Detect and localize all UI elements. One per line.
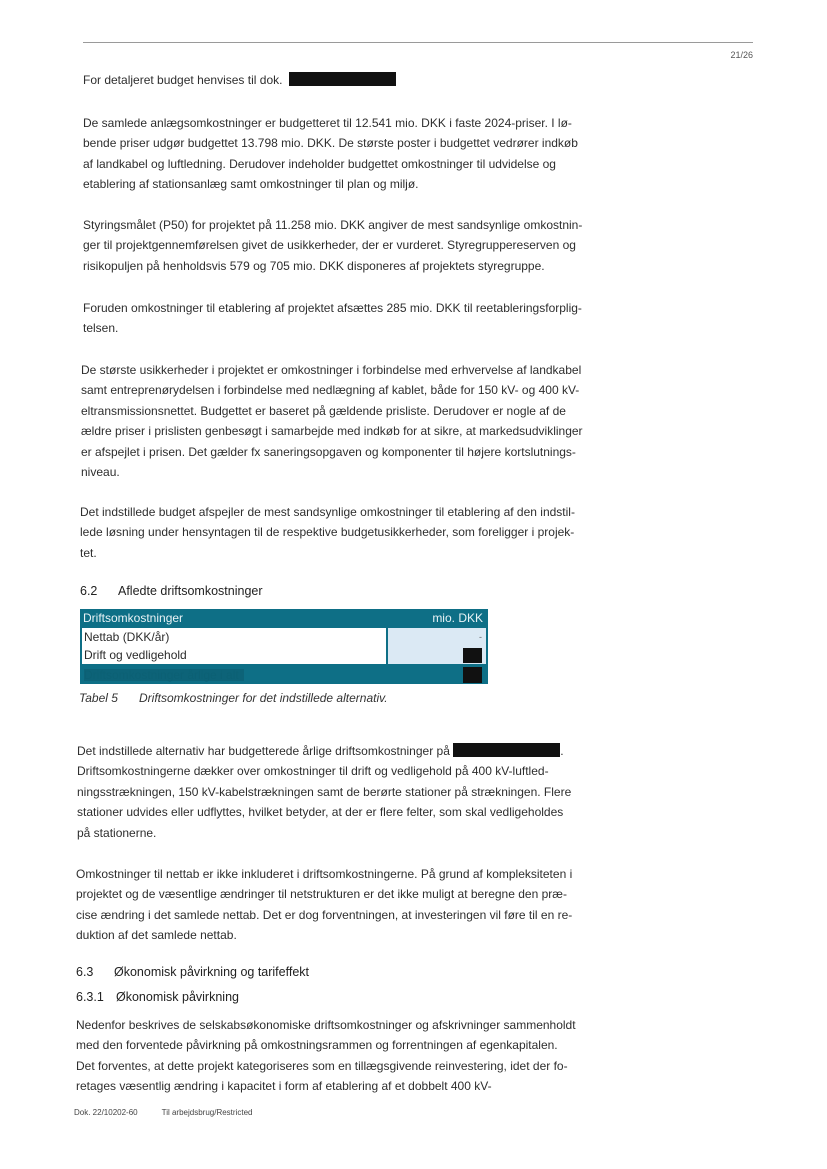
text-line: lede løsning under hensyntagen til de respektive budgetusikkerheder, som foreligger i projek-	[80, 525, 575, 540]
heading-title: Afledte driftsomkostninger	[118, 584, 263, 598]
row-value	[388, 646, 486, 664]
heading-title: Økonomisk påvirkning	[116, 990, 239, 1004]
heading-6-3-1	[76, 990, 239, 1004]
text-line: af landkabel og luftledning. Derudover indeholder budgettet omkostninger til udvidelse og	[83, 156, 556, 171]
text-line: ældre priser i prislisten genbesøgt i samarbejde med indkøb for at sikre, at markedsudviklinger	[81, 424, 583, 439]
table-header-label: Driftsomkostninger	[83, 611, 184, 625]
paragraph-annual-costs	[77, 741, 571, 843]
text-line: Det forventes, at dette projekt kategoriseres som en tillægsgivende reinvestering, idet der fo-	[76, 1058, 568, 1073]
table-total-row	[80, 666, 488, 684]
redaction-block	[453, 743, 560, 757]
heading-title: Økonomisk påvirkning og tarifeffekt	[114, 965, 310, 979]
text-line	[77, 741, 571, 761]
footer-classification: Til arbejdsbrug/Restricted	[161, 1108, 253, 1117]
operating-cost-table	[80, 609, 488, 684]
redaction-overlay	[84, 669, 244, 681]
text-line: eltransmissionsnettet. Budgettet er baseret på gældende prisliste. Derudover er nogle af de	[81, 403, 566, 418]
text-line: ger til projektgennemførelsen givet de usikkerheder, der er vurderet. Styregruppereserven og	[83, 238, 576, 253]
redaction-block	[289, 72, 396, 86]
text-line: duktion af det samlede nettab.	[76, 928, 237, 943]
text-segment: .	[560, 744, 564, 758]
text-line: projektet og de væsentlige ændringer til netstrukturen er det ikke muligt at beregne den præ-	[76, 887, 567, 902]
text-line: bende priser udgør budgettet 13.798 mio. DKK. De største poster i budgettet vedrører indkøb	[83, 136, 578, 151]
paragraph-grid-losses	[76, 864, 572, 946]
text-line: på stationerne.	[77, 825, 157, 840]
text-line: stationer udvides eller udflyttes, hvilket betyder, at der er flere felter, som skal vedligeholdes	[77, 805, 564, 820]
paragraph-uncertainties	[81, 360, 583, 482]
heading-6-2	[80, 584, 263, 598]
budget-reference-text: For detaljeret budget henvises til dok.	[83, 73, 283, 87]
text-line: er afspejlet i prisen. Det gælder fx saneringsopgaven og komponenter til højere kortslutnings-	[81, 444, 576, 459]
text-line: Nedenfor beskrives de selskabsøkonomiske driftsomkostninger og afskrivninger sammenholdt	[76, 1018, 576, 1032]
table-header	[80, 609, 488, 627]
paragraph-budget-totals	[83, 113, 578, 195]
page-footer	[74, 1108, 252, 1117]
caption-text: Driftsomkostninger for det indstillede alternativ.	[139, 691, 388, 705]
heading-number: 6.3.1	[76, 990, 104, 1004]
text-line: risikopuljen på henholdsvis 579 og 705 mio. DKK disponeres af projektets styregruppe.	[83, 258, 545, 273]
heading-6-3	[76, 965, 309, 979]
paragraph-reestablishment	[83, 298, 582, 339]
text-line: telsen.	[83, 321, 119, 336]
budget-reference	[83, 70, 396, 90]
row-label: Drift og vedligehold	[82, 646, 386, 664]
text-line: Foruden omkostninger til etablering af projektet afsættes 285 mio. DKK til reetableringsforplig-	[83, 301, 582, 315]
paragraph-p50	[83, 215, 582, 276]
text-line: retages væsentlig ændring i kapacitet i form af etablering af et dobbelt 400 kV-	[76, 1079, 492, 1094]
text-line: Omkostninger til nettab er ikke inkluderet i driftsomkostningerne. På grund af kompleksiteten i	[76, 867, 573, 881]
table-header-unit: mio. DKK	[432, 611, 483, 625]
heading-number: 6.2	[80, 584, 98, 598]
text-segment: Det indstillede alternativ har budgetterede årlige driftsomkostninger på	[77, 744, 450, 758]
paragraph-economic-impact	[76, 1015, 576, 1097]
text-line: tet.	[80, 545, 97, 560]
text-line: De samlede anlægsomkostninger er budgetteret til 12.541 mio. DKK i faste 2024-priser. I lø-	[83, 116, 572, 130]
paragraph-recommended-budget	[80, 502, 575, 563]
text-line: med den forventede påvirkning på omkostningsrammen og forrentningen af egenkapitalen.	[76, 1038, 558, 1053]
row-label: Nettab (DKK/år)	[82, 628, 386, 646]
text-line: ningsstrækningen, 150 kV-kabelstrækningen samt de berørte stationer på strækningen. Flere	[77, 784, 572, 799]
text-line: etablering af stationsanlæg samt omkostninger til plan og miljø.	[83, 177, 419, 192]
text-line: Driftsomkostningerne dækker over omkostninger til drift og vedligehold på 400 kV-luftled-	[77, 764, 549, 779]
text-line: samt entreprenørydelsen i forbindelse med nedlægning af kablet, både for 150 kV- og 400 kV-	[81, 383, 580, 398]
row-value-text: -	[479, 632, 482, 642]
text-line: De største usikkerheder i projektet er omkostninger i forbindelse med erhvervelse af landkabel	[81, 363, 582, 377]
page-number: 21/26	[730, 50, 753, 60]
caption-number: Tabel 5	[79, 691, 118, 705]
redaction-block	[463, 667, 482, 683]
text-line: Styringsmålet (P50) for projektet på 11.258 mio. DKK angiver de mest sandsynlige omkostnin-	[83, 218, 583, 232]
table-caption	[79, 691, 388, 705]
text-line: Det indstillede budget afspejler de mest sandsynlige omkostninger til etablering af den indstil-	[80, 505, 575, 519]
text-line: cise ændring i det samlede nettab. Det er dog forventningen, at investeringen vil føre til en re-	[76, 907, 573, 922]
redaction-block	[463, 648, 482, 663]
text-line: niveau.	[81, 465, 120, 480]
heading-number: 6.3	[76, 965, 94, 979]
footer-doc-number: Dok. 22/10202-60	[74, 1108, 138, 1117]
row-value	[388, 628, 486, 646]
header-rule	[83, 42, 753, 43]
